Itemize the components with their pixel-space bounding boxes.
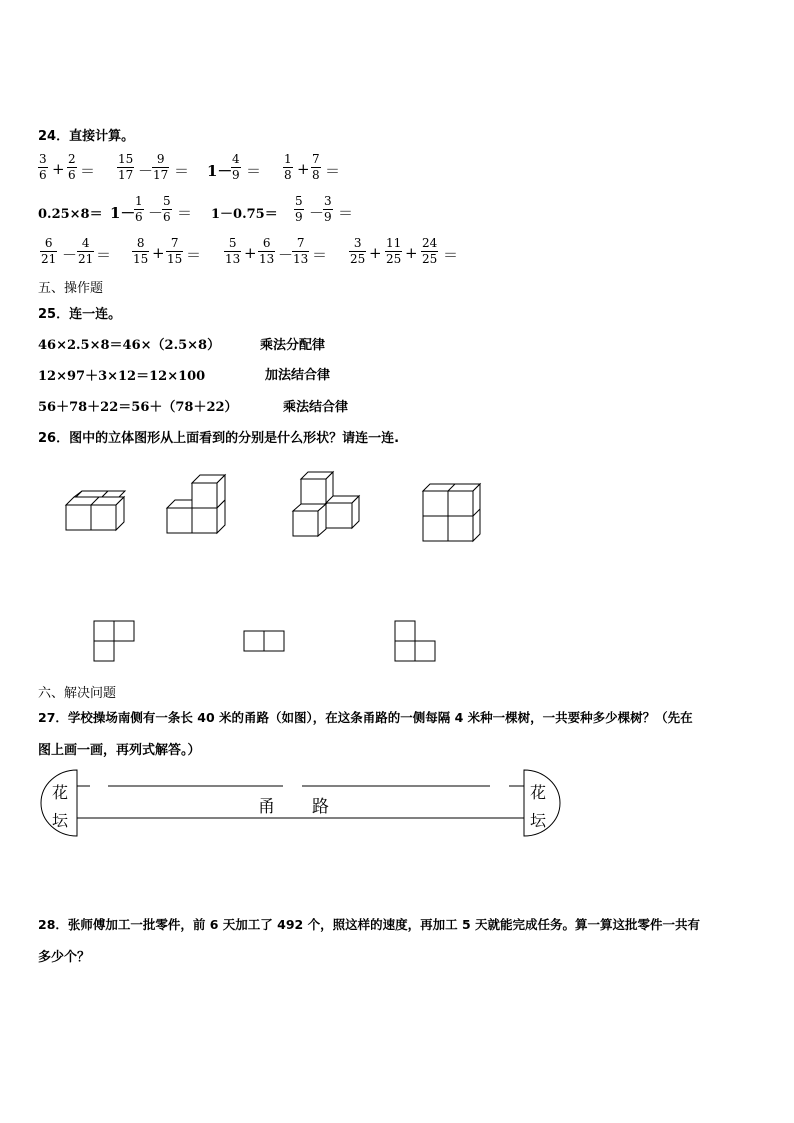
fraction: 8 15 — [133, 236, 149, 266]
fraction: 3 9 — [324, 194, 332, 224]
fraction: 9 17 — [153, 152, 169, 182]
q26-title: 26．图中的立体图形从上面看到的分别是什么形状？请连一连. — [38, 431, 400, 446]
q27-line-1: 27．学校操场南侧有一条长 40 米的甬路（如图），在这条甬路的一侧每隔 4 米种一棵树，一共要种多少棵树？（先在 — [38, 710, 693, 725]
fraction: 7 8 — [312, 152, 320, 182]
road-label-2: 路 — [312, 797, 329, 817]
road-label-1: 甬 — [258, 797, 275, 817]
section-six-heading: 六、解决问题 — [38, 686, 117, 701]
q25-law-1: 乘法分配律 — [260, 338, 326, 353]
q28-line-2: 多少个？ — [38, 950, 91, 965]
fraction: 6 21 — [41, 236, 57, 266]
q25-expr-1: 46×2.5×8＝46×（2.5×8） — [38, 338, 221, 353]
right-flowerbed-label-top: 花 — [530, 783, 547, 802]
fraction: 11 25 — [386, 236, 402, 266]
q28-line-1: 28．张师傅加工一批零件，前 6 天加工了 492 个，照这样的速度，再加工 5 天就能完成任务。算一算这批零件一共有 — [38, 917, 700, 932]
fraction: 24 25 — [422, 236, 438, 266]
left-flowerbed-label-bottom: 坛 — [52, 811, 69, 830]
q25-law-2: 加法结合律 — [265, 368, 331, 383]
fraction: 5 6 — [163, 194, 171, 224]
section-five-heading: 五、操作题 — [38, 281, 104, 296]
q25-title: 25．连一连。 — [38, 307, 122, 322]
fraction: 7 13 — [293, 236, 309, 266]
fraction: 1 8 — [284, 152, 292, 182]
fraction: 4 21 — [78, 236, 94, 266]
fraction: 2 6 — [68, 152, 76, 182]
fraction: 6 13 — [259, 236, 275, 266]
q25-law-3: 乘法结合律 — [283, 400, 349, 415]
left-flowerbed-label-top: 花 — [52, 783, 69, 802]
q25-expr-3: 56＋78＋22＝56＋（78＋22） — [38, 400, 238, 415]
fraction: 3 25 — [350, 236, 366, 266]
fraction: 15 17 — [118, 152, 134, 182]
right-flowerbed-label-bottom: 坛 — [530, 811, 547, 830]
fraction: 5 9 — [295, 194, 303, 224]
fraction: 5 13 — [225, 236, 241, 266]
q27-line-2: 图上画一画，再列式解答。） — [38, 743, 201, 758]
q24-title: 24．直接计算。 — [38, 129, 135, 144]
q25-expr-2: 12×97＋3×12＝12×100 — [38, 369, 206, 384]
fraction: 4 9 — [232, 152, 240, 182]
fraction: 1 6 — [135, 194, 143, 224]
fraction: 3 6 — [39, 152, 47, 182]
fraction: 7 15 — [167, 236, 183, 266]
